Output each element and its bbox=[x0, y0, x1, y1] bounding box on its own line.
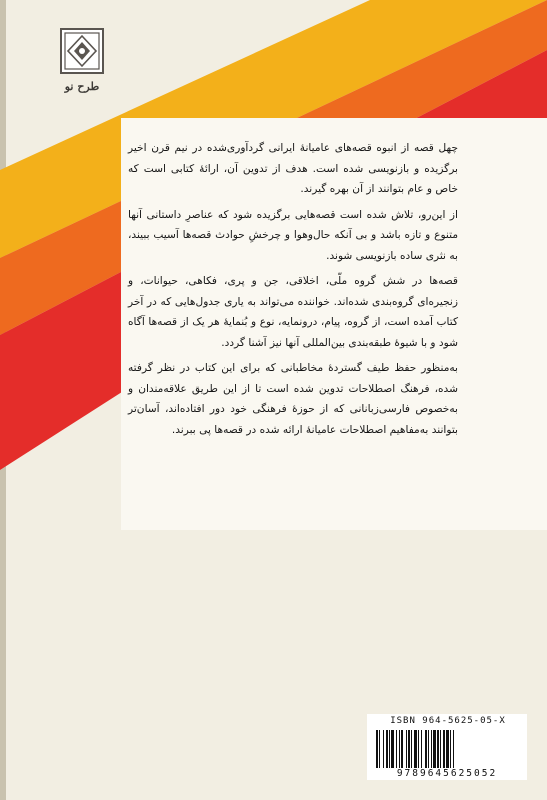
barcode-bar bbox=[453, 730, 454, 768]
barcode-bar bbox=[383, 730, 384, 768]
barcode-bar bbox=[443, 730, 445, 768]
barcode-bar bbox=[440, 730, 441, 768]
barcode-bar bbox=[414, 730, 417, 768]
blurb-text bbox=[128, 138, 458, 445]
barcode-bar bbox=[446, 730, 449, 768]
publisher-wordmark: طرح نو bbox=[64, 80, 100, 93]
barcode-bar bbox=[406, 730, 407, 768]
barcode-bar bbox=[431, 730, 432, 768]
ean-number: 9789645625052 bbox=[396, 768, 498, 779]
blurb-paragraph: چهل قصه از انبوه قصه‌های عامیانهٔ ایرانی گردآوری‌شده در نیم قرن اخیر برگزیده و بازنویسی شده است. هدف از تدوین آن، ارائهٔ کتابی است که خاص و عام بتوانند از آن بهره گیرند. bbox=[128, 142, 458, 195]
barcode-bar bbox=[401, 730, 403, 768]
barcode-bars bbox=[374, 730, 524, 768]
barcode-bar bbox=[428, 730, 429, 768]
barcode-bar bbox=[379, 730, 380, 768]
barcode-bar bbox=[450, 730, 451, 768]
barcode-bar bbox=[418, 730, 419, 768]
barcode-bar bbox=[376, 730, 378, 768]
barcode-bar bbox=[437, 730, 439, 768]
publisher-logo bbox=[60, 28, 104, 98]
barcode-bar bbox=[399, 730, 400, 768]
barcode-bar bbox=[389, 730, 390, 768]
isbn-label: ISBN 964-5625-05-X bbox=[390, 716, 506, 726]
barcode-bar bbox=[396, 730, 397, 768]
barcode-bar bbox=[421, 730, 422, 768]
blurb-paragraph: قصه‌ها در شش گروه ملّی، اخلاقی، جن و پری، فکاهی، حیوانات، و زنجیره‌ای گروه‌بندی شده‌اند. خواننده می‌تواند به یاری جدول‌هایی که در آخر کتاب آمده است، از گروه، پیام، درونمایه، نوع و بُنمایهٔ هر یک از قصه‌ها آگاه شود و با شیوهٔ طبقه‌بندی بین‌المللی آنها نیز آشنا گردد. bbox=[128, 275, 458, 349]
barcode-bar bbox=[386, 730, 388, 768]
blurb-paragraph: از این‌رو، تلاش شده است قصه‌هایی برگزیده شود که عناصرِ داستانی آنها متنوع و تازه باشد و بی آنکه حال‌وهوا و چرخشِ حوادث قصه‌ها آسیب ببیند، به نثری ساده بازنویسی شوند. bbox=[128, 208, 458, 262]
barcode-bar bbox=[425, 730, 427, 768]
barcode-bar bbox=[411, 730, 412, 768]
barcode-bar bbox=[391, 730, 394, 768]
ornamental-emblem-icon bbox=[60, 28, 104, 74]
barcode-bar bbox=[408, 730, 410, 768]
blurb-paragraph: به‌منظور حفظ طیف گستردهٔ مخاطبانی که برای این کتاب در نظر گرفته شده، فرهنگ اصطلاحات تدوین شده است تا از این طریق علاقه‌مندان و به‌خصوص فارسی‌زبانانی که از حوزهٔ فرهنگی خود دور افتاده‌اند، آسان‌تر بتوانند به‌مفاهیم اصطلاحات عامیانهٔ ارائه شده در قصه‌ها پی ببرند. bbox=[128, 362, 458, 436]
barcode-bar bbox=[433, 730, 436, 768]
